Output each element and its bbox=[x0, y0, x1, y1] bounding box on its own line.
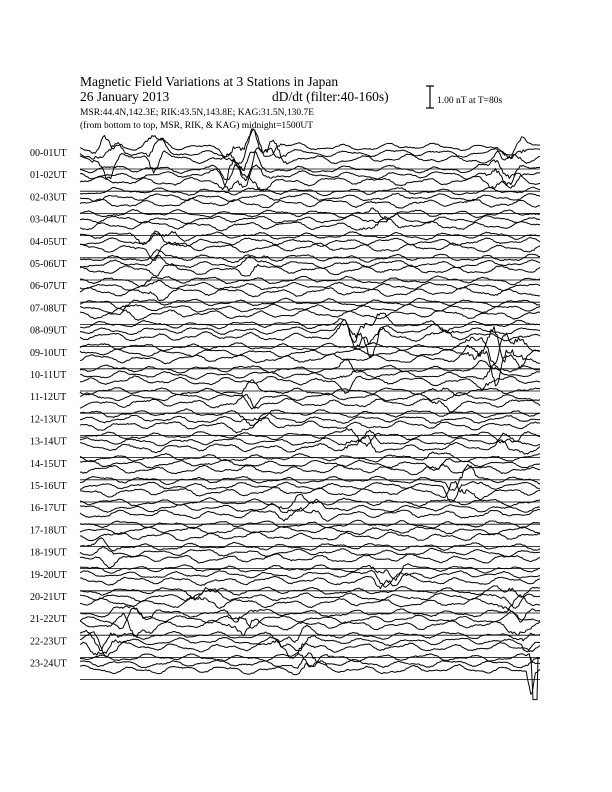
station-trace bbox=[80, 160, 540, 192]
station-trace bbox=[80, 327, 540, 369]
station-trace bbox=[80, 546, 540, 557]
row-label: 12-13UT bbox=[30, 414, 67, 426]
station-trace bbox=[80, 310, 540, 321]
row-label: 22-23UT bbox=[30, 636, 67, 648]
station-trace bbox=[80, 508, 540, 522]
station-trace bbox=[80, 276, 540, 287]
station-trace bbox=[80, 430, 540, 446]
station-trace bbox=[80, 589, 540, 608]
station-trace bbox=[80, 452, 540, 462]
station-trace bbox=[80, 199, 540, 209]
row-label: 17-18UT bbox=[30, 525, 67, 537]
chart-quantity: dD/dt (filter:40-160s) bbox=[272, 89, 389, 104]
trace-order-note: (from bottom to top, MSR, RIK, & KAG) midnight=1500UT bbox=[80, 121, 314, 131]
station-trace bbox=[80, 494, 540, 508]
row-label: 23-24UT bbox=[30, 658, 67, 670]
station-coordinates: MSR:44.4N,142.3E; RIK:43.5N,143.8E; KAG:31.5N,130.7E bbox=[80, 108, 315, 118]
row-label: 19-20UT bbox=[30, 569, 67, 581]
station-trace bbox=[80, 526, 540, 535]
station-trace bbox=[80, 287, 540, 300]
scale-bar-label: 1.00 nT at T=80s bbox=[437, 96, 503, 106]
row-label: 06-07UT bbox=[30, 281, 67, 293]
row-label: 16-17UT bbox=[30, 503, 67, 515]
row-label: 10-11UT bbox=[30, 370, 67, 381]
row-label: 00-01UT bbox=[30, 148, 67, 159]
row-label: 14-15UT bbox=[30, 458, 67, 470]
station-trace bbox=[80, 640, 540, 658]
row-label: 13-14UT bbox=[30, 436, 67, 448]
row-label: 07-08UT bbox=[30, 303, 67, 315]
station-trace bbox=[80, 653, 540, 667]
chart-date: 26 January 2013 bbox=[80, 89, 170, 104]
station-trace bbox=[80, 428, 540, 446]
station-trace bbox=[80, 409, 540, 421]
station-trace bbox=[80, 481, 540, 499]
station-trace bbox=[80, 606, 540, 622]
station-trace bbox=[80, 465, 540, 491]
row-label: 21-22UT bbox=[30, 614, 67, 626]
station-trace bbox=[80, 129, 540, 164]
row-label: 05-06UT bbox=[30, 259, 67, 270]
station-trace bbox=[80, 459, 540, 471]
station-trace bbox=[80, 359, 540, 373]
station-trace bbox=[80, 208, 540, 220]
row-label: 08-09UT bbox=[30, 325, 67, 337]
row-label: 01-02UT bbox=[30, 170, 67, 182]
row-label: 15-16UT bbox=[30, 481, 67, 492]
row-label: 02-03UT bbox=[30, 192, 67, 204]
station-trace bbox=[80, 595, 540, 610]
row-label: 11-12UT bbox=[30, 392, 67, 404]
station-trace bbox=[80, 538, 540, 551]
station-trace bbox=[80, 435, 540, 454]
trace-rows bbox=[30, 129, 540, 700]
row-label: 18-19UT bbox=[30, 547, 67, 559]
station-trace bbox=[80, 554, 540, 568]
station-trace bbox=[80, 255, 540, 268]
row-label: 03-04UT bbox=[30, 214, 67, 226]
station-trace bbox=[80, 216, 540, 230]
station-trace bbox=[80, 570, 540, 587]
station-trace bbox=[80, 532, 540, 541]
scale-bar bbox=[426, 86, 502, 108]
station-trace bbox=[80, 395, 540, 412]
row-label: 20-21UT bbox=[30, 592, 67, 603]
chart-header bbox=[80, 74, 389, 131]
row-label: 09-10UT bbox=[30, 347, 67, 359]
station-trace bbox=[80, 413, 540, 425]
station-trace bbox=[80, 499, 540, 512]
chart-title: Magnetic Field Variations at 3 Stations in Japan bbox=[80, 74, 339, 89]
row-label: 04-05UT bbox=[30, 236, 67, 248]
